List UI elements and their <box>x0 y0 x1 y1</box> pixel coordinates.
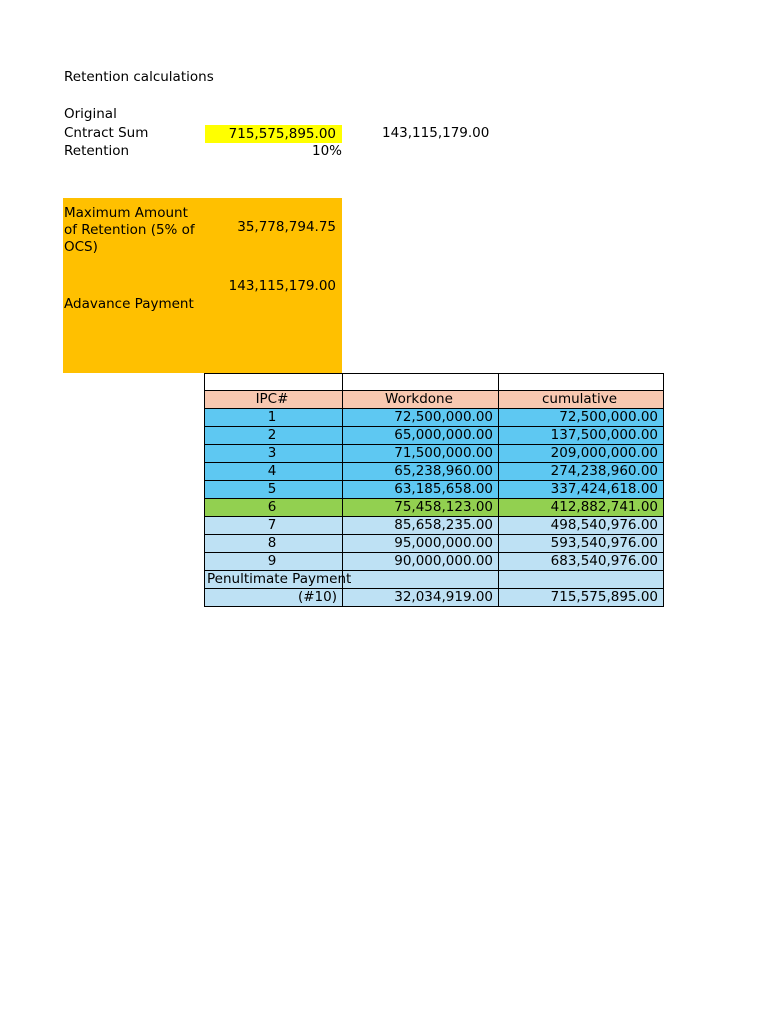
cumulative-value[interactable]: 412,882,741.00 <box>499 499 664 517</box>
penultimate-cumulative[interactable]: 715,575,895.00 <box>499 588 664 606</box>
advance-payment-label: Adavance Payment <box>64 296 194 312</box>
table-header-row <box>205 391 664 409</box>
ipc-number[interactable]: 7 <box>205 517 343 535</box>
cumulative-value[interactable]: 593,540,976.00 <box>499 535 664 553</box>
table-cell[interactable] <box>205 374 343 391</box>
advance-payment-value[interactable]: 143,115,179.00 <box>228 278 336 294</box>
penultimate-label-cell[interactable] <box>205 571 352 588</box>
cumulative-value[interactable]: 498,540,976.00 <box>499 517 664 535</box>
table-cell[interactable] <box>343 374 499 391</box>
penultimate-ipc[interactable]: (#10) <box>205 588 343 606</box>
max-retention-label-line1: Maximum Amount <box>64 205 188 221</box>
header-ipc[interactable]: IPC# <box>205 391 343 409</box>
workdone-value[interactable]: 75,458,123.00 <box>343 499 499 517</box>
table-cell[interactable] <box>499 571 664 588</box>
original-label: Original <box>64 106 117 122</box>
table-row <box>205 588 664 606</box>
workdone-value[interactable]: 65,238,960.00 <box>343 463 499 481</box>
table-cell[interactable] <box>343 571 499 588</box>
contract-sum-label: Cntract Sum <box>64 125 149 141</box>
retention-label: Retention <box>64 143 130 159</box>
cumulative-value[interactable]: 274,238,960.00 <box>499 463 664 481</box>
table-row <box>205 499 664 517</box>
table-row <box>205 553 664 571</box>
table-cell[interactable] <box>499 374 664 391</box>
table-row <box>205 445 664 463</box>
ipc-number[interactable]: 3 <box>205 445 343 463</box>
header-cumulative[interactable]: cumulative <box>499 391 664 409</box>
max-retention-value[interactable]: 35,778,794.75 <box>237 219 336 235</box>
contract-sum-side-value[interactable]: 143,115,179.00 <box>382 125 490 141</box>
cumulative-value[interactable]: 72,500,000.00 <box>499 409 664 427</box>
table-blank-row <box>205 374 664 391</box>
table-row <box>205 409 664 427</box>
header-workdone[interactable]: Workdone <box>343 391 499 409</box>
ipc-number[interactable]: 1 <box>205 409 343 427</box>
penultimate-label: Penultimate Payment <box>207 571 352 588</box>
table-row <box>205 571 664 588</box>
workdone-value[interactable]: 65,000,000.00 <box>343 427 499 445</box>
table-row <box>205 463 664 481</box>
workdone-value[interactable]: 72,500,000.00 <box>343 409 499 427</box>
workdone-value[interactable]: 71,500,000.00 <box>343 445 499 463</box>
max-retention-label-line3: OCS) <box>64 239 98 255</box>
table-row <box>205 481 664 499</box>
ipc-number[interactable]: 5 <box>205 481 343 499</box>
sheet-heading: Retention calculations <box>64 69 214 85</box>
retention-value[interactable]: 10% <box>311 143 342 159</box>
penultimate-workdone[interactable]: 32,034,919.00 <box>343 588 499 606</box>
cumulative-value[interactable]: 337,424,618.00 <box>499 481 664 499</box>
cumulative-value[interactable]: 209,000,000.00 <box>499 445 664 463</box>
workdone-value[interactable]: 95,000,000.00 <box>343 535 499 553</box>
max-retention-label-line2: of Retention (5% of <box>64 222 195 238</box>
ipc-number[interactable]: 6 <box>205 499 343 517</box>
workdone-value[interactable]: 63,185,658.00 <box>343 481 499 499</box>
workdone-value[interactable]: 85,658,235.00 <box>343 517 499 535</box>
table-row <box>205 535 664 553</box>
ipc-number[interactable]: 8 <box>205 535 343 553</box>
retention-summary-box <box>63 198 342 373</box>
cumulative-value[interactable]: 137,500,000.00 <box>499 427 664 445</box>
table-row <box>205 517 664 535</box>
workdone-value[interactable]: 90,000,000.00 <box>343 553 499 571</box>
ipc-table <box>204 373 664 607</box>
cumulative-value[interactable]: 683,540,976.00 <box>499 553 664 571</box>
ipc-number[interactable]: 2 <box>205 427 343 445</box>
ipc-number[interactable]: 9 <box>205 553 343 571</box>
table-row <box>205 427 664 445</box>
contract-sum-value[interactable]: 715,575,895.00 <box>205 125 342 143</box>
ipc-number[interactable]: 4 <box>205 463 343 481</box>
